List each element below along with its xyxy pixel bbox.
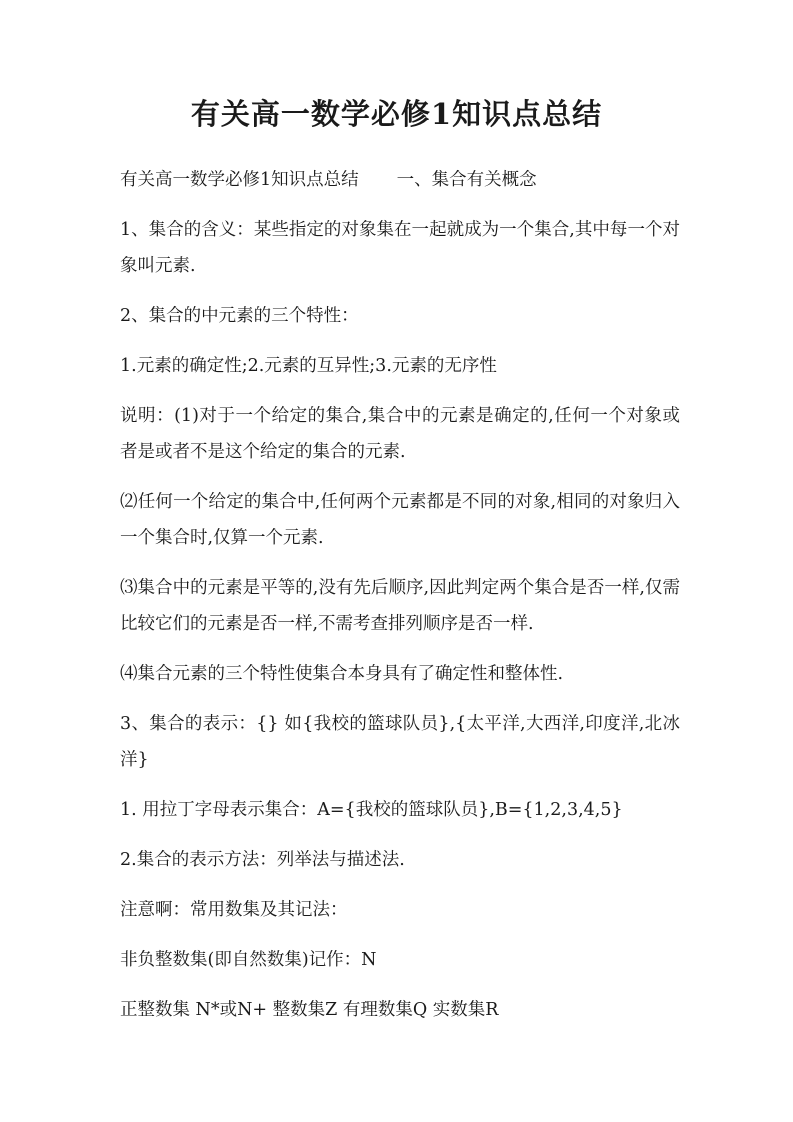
paragraph: ⑵任何一个给定的集合中,任何两个元素都是不同的对象,相同的对象归入一个集合时,仅算一个元素. xyxy=(120,492,680,548)
paragraph: ⑷集合元素的三个特性使集合本身具有了确定性和整体性. xyxy=(120,664,564,684)
paragraph: 1、集合的含义：某些指定的对象集在一起就成为一个集合,其中每一个对象叫元素. xyxy=(120,220,680,276)
paragraph: 1. 用拉丁字母表示集合：A={我校的篮球队员},B={1,2,3,4,5} xyxy=(120,800,623,820)
paragraph: 正整数集 N*或N+ 整数集Z 有理数集Q 实数集R xyxy=(120,1000,499,1020)
paragraph: 2.集合的表示方法：列举法与描述法. xyxy=(120,850,405,870)
paragraph: 说明：(1)对于一个给定的集合,集合中的元素是确定的,任何一个对象或者是或者不是这个给定的集合的元素. xyxy=(120,406,680,462)
paragraph: ⑶集合中的元素是平等的,没有先后顺序,因此判定两个集合是否一样,仅需比较它们的元素是否一样,不需考查排列顺序是否一样. xyxy=(120,578,680,634)
section-heading: 一、集合有关概念 xyxy=(396,170,537,190)
paragraph: 非负整数集(即自然数集)记作：N xyxy=(120,950,377,970)
document-body xyxy=(120,162,680,1042)
paragraph: 2、集合的中元素的三个特性： xyxy=(120,306,359,326)
paragraph: 3、集合的表示：{} 如{我校的篮球队员},{太平洋,大西洋,印度洋,北冰洋} xyxy=(120,714,680,770)
intro-line xyxy=(120,162,680,198)
paragraph: 注意啊：常用数集及其记法： xyxy=(120,900,348,920)
intro-lead: 有关高一数学必修1知识点总结 xyxy=(120,170,359,190)
document-title: 有关高一数学必修1知识点总结 xyxy=(190,97,603,131)
paragraph: 1.元素的确定性;2.元素的互异性;3.元素的无序性 xyxy=(120,356,497,376)
